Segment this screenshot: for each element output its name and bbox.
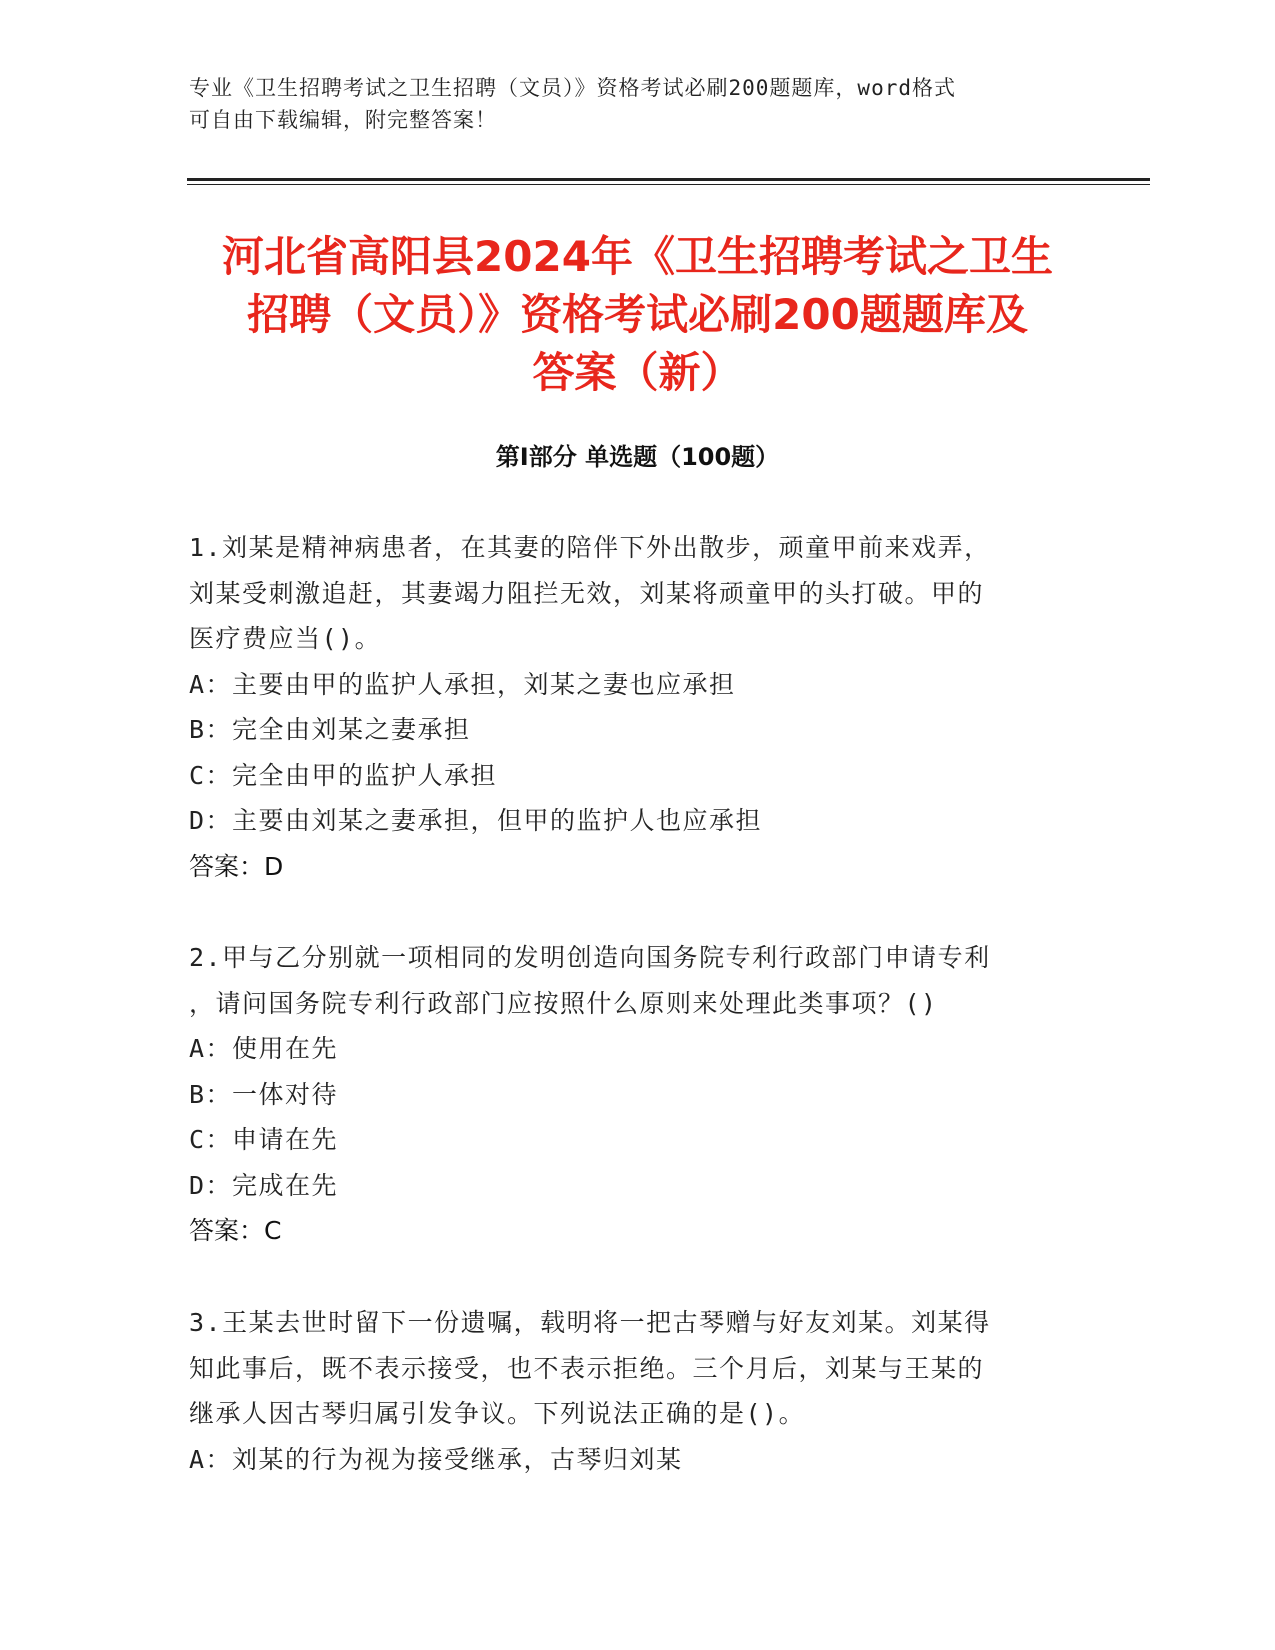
option-a: A：使用在先 [189, 1034, 339, 1063]
option-c: C：完全由甲的监护人承担 [189, 760, 498, 790]
header-note-line: 可自由下载编辑，附完整答案！ [189, 108, 497, 132]
document-title-line: 河北省高阳县2024年《卫生招聘考试之卫生 [222, 232, 1053, 281]
option-a: A：刘某的行为视为接受继承，古琴归刘某 [189, 1444, 683, 1474]
question-stem-line: 2.甲与乙分别就一项相同的发明创造向国务院专利行政部门申请专利 [189, 943, 991, 972]
question-stem-line: ，请问国务院专利行政部门应按照什么原则来处理此类事项？() [189, 988, 938, 1018]
answer-line: 答案：D [189, 851, 284, 881]
option-c: C：申请在先 [189, 1125, 339, 1154]
question-stem-line: 知此事后，既不表示接受，也不表示拒绝。三个月后，刘某与王某的 [189, 1353, 985, 1383]
document-title-line: 答案（新） [532, 348, 743, 397]
option-b: B：一体对待 [189, 1079, 339, 1109]
header-divider-thin [187, 184, 1150, 185]
question-block [189, 1300, 1069, 1482]
question-stem-line: 继承人因古琴归属引发争议。下列说法正确的是()。 [189, 1399, 806, 1428]
option-d: D：完成在先 [189, 1170, 339, 1200]
header-note [189, 72, 1089, 136]
section-heading: 第Ⅰ部分 单选题（100题） [495, 443, 780, 471]
question-stem-line: 3.王某去世时留下一份遗嘱，载明将一把古琴赠与好友刘某。刘某得 [189, 1308, 991, 1337]
question-stem-line: 1.刘某是精神病患者，在其妻的陪伴下外出散步，顽童甲前来戏弄， [189, 533, 991, 562]
header-note-line: 专业《卫生招聘考试之卫生招聘（文员）》资格考试必刷200题题库，word格式 [189, 76, 956, 100]
document-title [180, 228, 1095, 402]
question-block [189, 525, 1069, 889]
document-title-line: 招聘（文员）》资格考试必刷200题题库及 [247, 290, 1028, 339]
option-d: D：主要由刘某之妻承担，但甲的监护人也应承担 [189, 806, 763, 835]
question-stem-line: 医疗费应当()。 [189, 624, 382, 653]
answer-line: 答案：C [189, 1216, 282, 1245]
option-a: A：主要由甲的监护人承担，刘某之妻也应承担 [189, 669, 736, 699]
question-block [189, 935, 1069, 1254]
question-stem-line: 刘某受刺激追赶，其妻竭力阻拦无效，刘某将顽童甲的头打破。甲的 [189, 578, 985, 608]
header-divider-thick [187, 178, 1150, 181]
option-b: B：完全由刘某之妻承担 [189, 715, 471, 744]
